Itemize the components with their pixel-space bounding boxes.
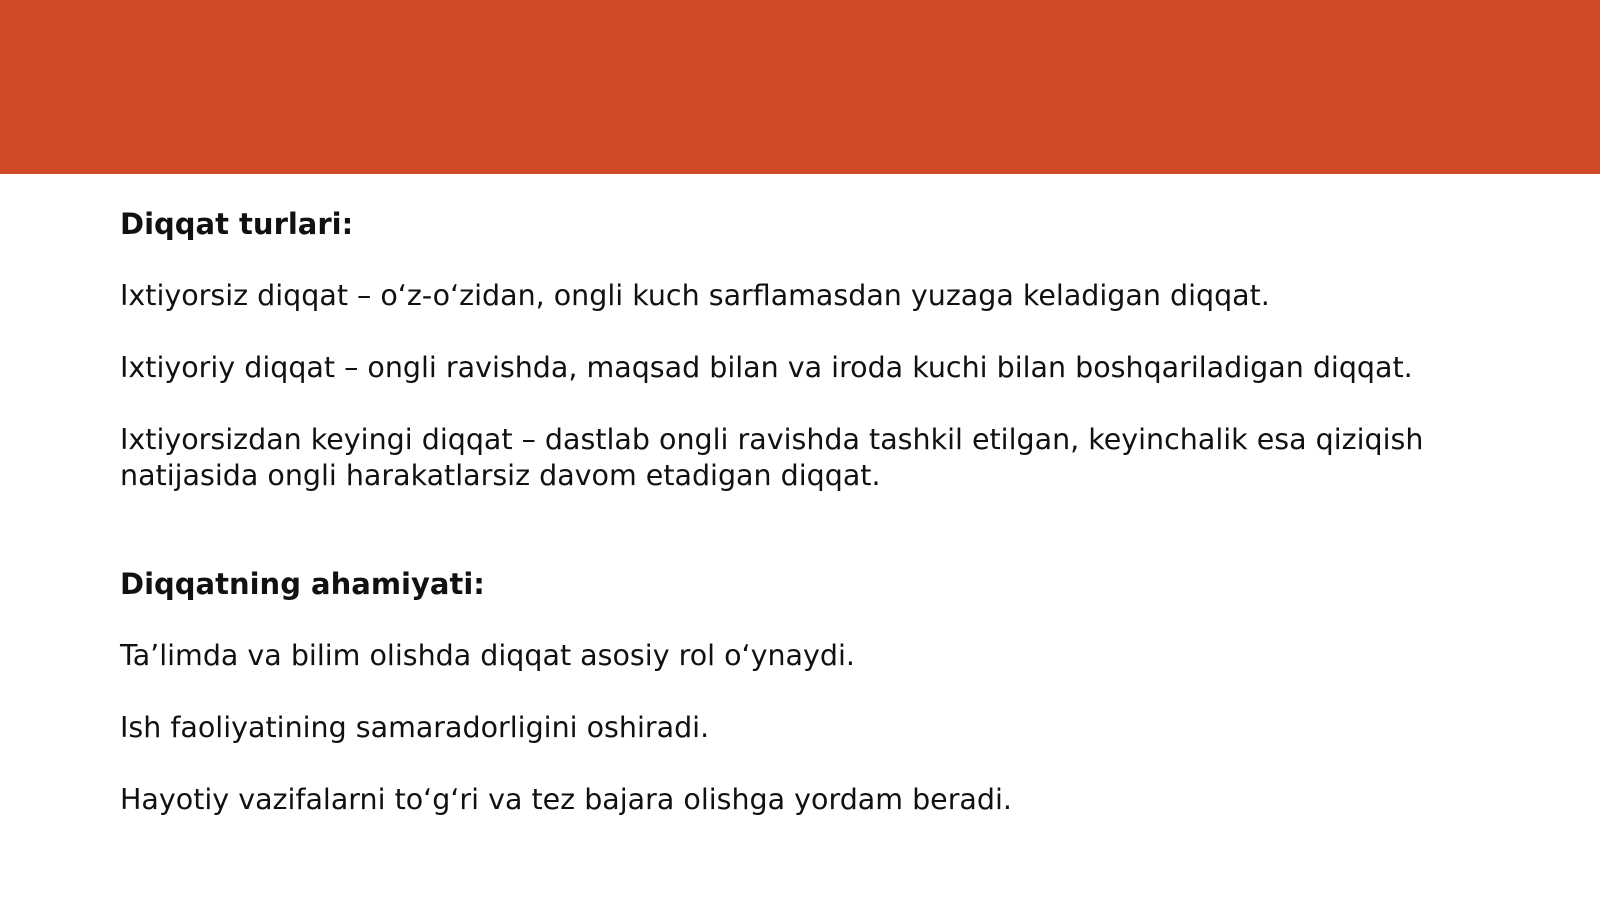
importance-item-work: Ish faoliyatining samaradorligini oshiradi. — [120, 711, 710, 744]
header-band — [0, 0, 1600, 174]
attention-type-involuntary: Ixtiyorsiz diqqat – oʻz-oʻzidan, ongli kuch sarflamasdan yuzaga keladigan diqqat. — [120, 279, 1270, 312]
section-title-attention-types: Diqqat turlari: — [120, 207, 354, 241]
attention-type-voluntary: Ixtiyoriy diqqat – ongli ravishda, maqsad bilan va iroda kuchi bilan boshqariladigan diqqat. — [120, 351, 1413, 384]
importance-item-education: Taʼlimda va bilim olishda diqqat asosiy rol oʻynaydi. — [120, 639, 855, 672]
section-title-attention-importance: Diqqatning ahamiyati: — [120, 567, 485, 601]
attention-type-post-voluntary: Ixtiyorsizdan keyingi diqqat – dastlab ongli ravishda tashkil etilgan, keyinchalik esa qiziqish natijasida ongli harakatlarsiz davom etadigan diqqat. — [120, 423, 1424, 492]
slide-content — [120, 206, 1460, 818]
importance-item-life-tasks: Hayotiy vazifalarni toʻgʻri va tez bajara olishga yordam beradi. — [120, 783, 1012, 816]
